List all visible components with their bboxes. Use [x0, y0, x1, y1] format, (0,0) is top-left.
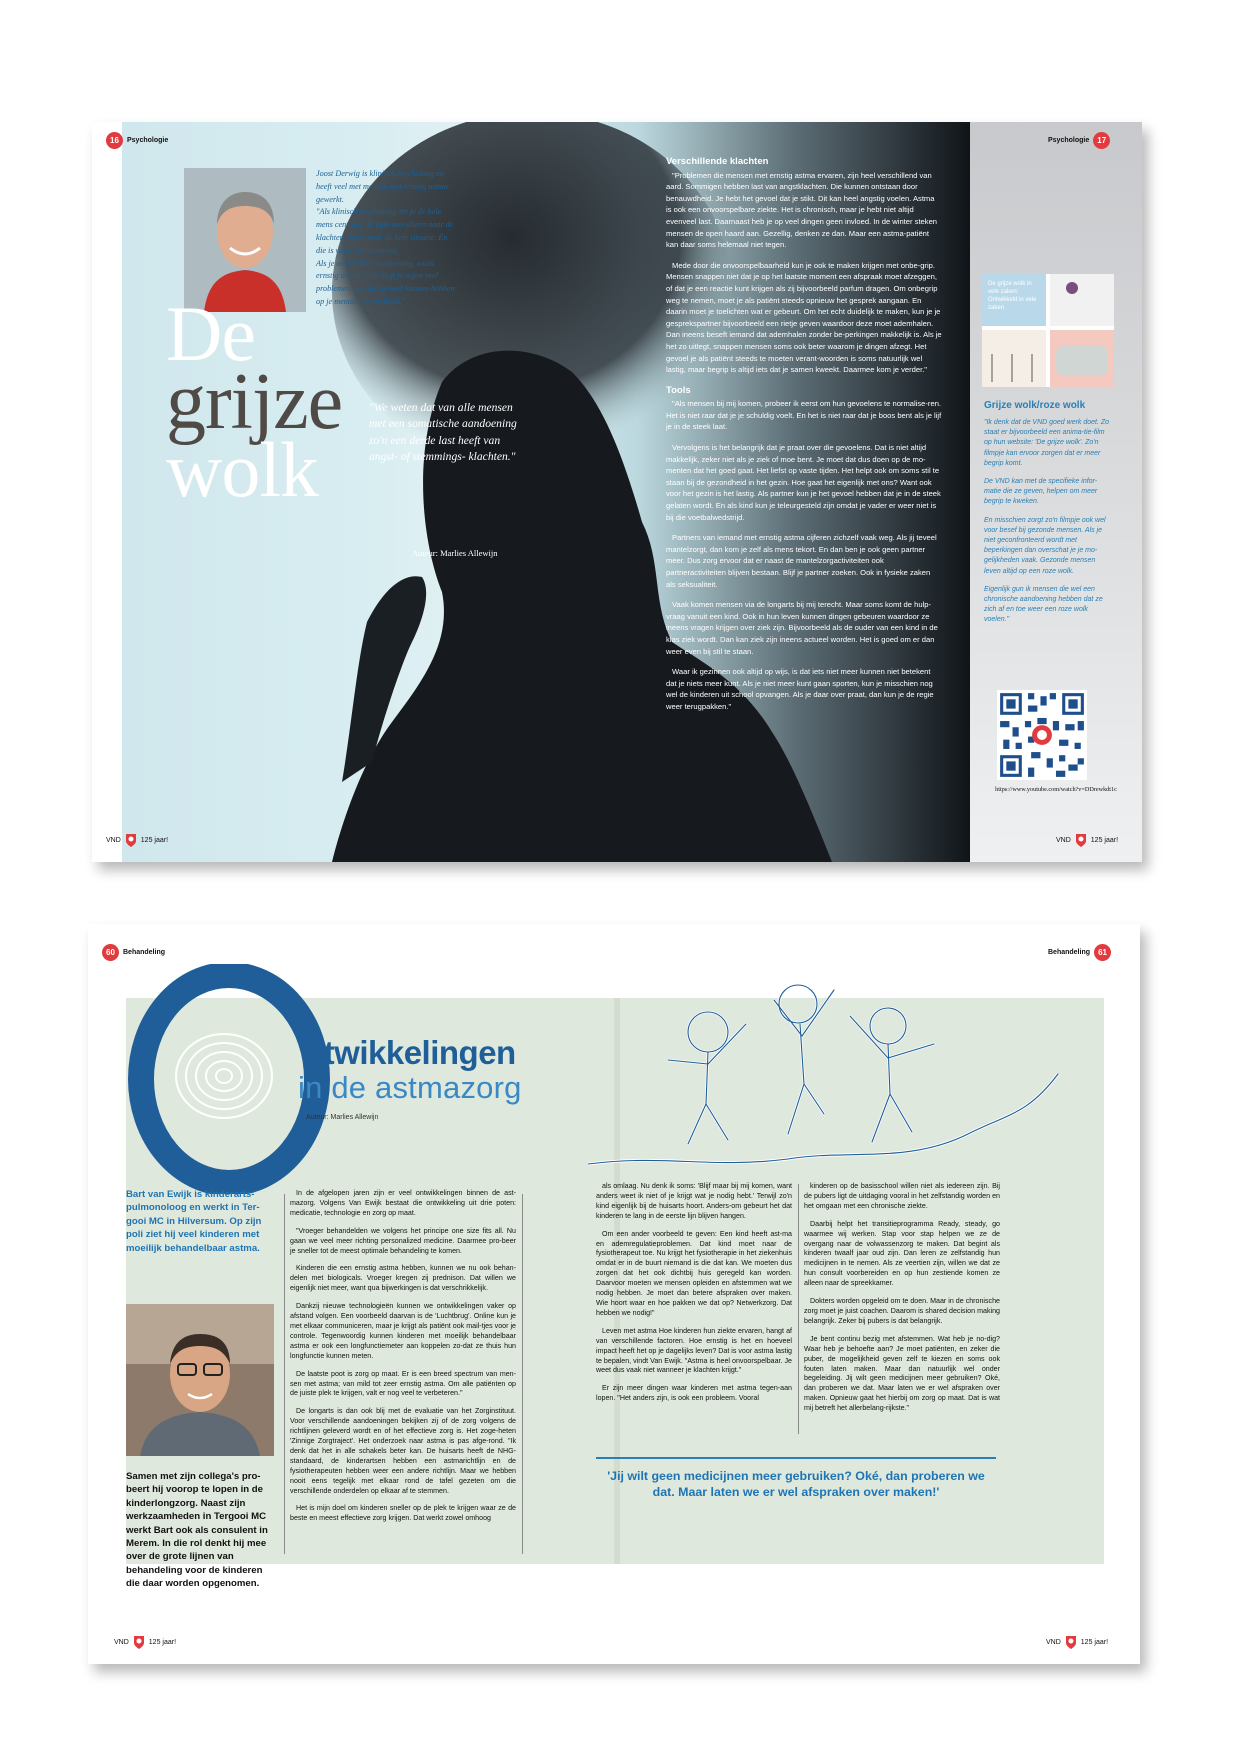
author-credit: Auteur: Marlies Allewijn [412, 548, 498, 558]
crest-icon [124, 832, 138, 848]
illustration-caption: De grijze wolk in vele zaken: Ontwikkeld in vele zaken [988, 281, 1037, 311]
bio-text: Samen met zijn collega's pro-beert hij voorop te lopen in de kinderlongzorg. Naast zijn werkzaamheden in Tergooi MC werkt Bart ook als consulent in Merem. In die rol denkt hij mee over de grote lijnen van behandeling voor de kinderen die daar worden opgenomen. [126, 1471, 268, 1590]
crest-icon [1074, 832, 1088, 848]
page-number-left: 60 Behandeling [102, 944, 165, 961]
spread-behandeling [88, 924, 1140, 1664]
section-label: Psychologie [1048, 137, 1090, 144]
footer-logo-right: VND 125 jaar! [1056, 832, 1118, 848]
pull-quote: 'Jij wilt geen medicijnen meer gebruiken? Oké, dan proberen we dat. Maar laten we er wel afspraken over maken!' [607, 1469, 985, 1499]
column-divider [798, 1184, 799, 1434]
page-number-right: Psychologie 17 [1048, 132, 1110, 149]
page-title: De grijze wolk [166, 290, 343, 513]
column-divider [522, 1194, 523, 1554]
article-column-3: kinderen op de basisschool willen niet als iedereen zijn. Bij de pubers ligt de uitdaging vooral in het zelfstandig worden en het omgaan met een chronische ziekte. Daarbij helpt het transitieprogramma Ready, steady, go waarmee wij werken. Stap voor stap helpen we ze de overgang naar de volwassenzorg te maken. Dat begint als kinderen twaalf jaar oud zijn. Dan leren ze zelfstandig hun medicijnen in te nemen. Als ze veertien zijn, willen we dat ze hun consult voorbereiden en op hun zestiende komen ze alleen naar de spreekkamer. Dokters worden opgeleid om te doen. Maar in de chronische zorg moet je juist coachen. Daarom is shared decision making belangrijk. Zeker bij pubers is dat belangrijk. Je bent continu bezig met afstemmen. Wat heb je no-dig? Waar heb je behoefte aan? Je moet patiënten, en zeker die puber, de mogelijkheid geven zelf te kiezen en soms ook fouten laten maken. Maar dan natuurlijk wel onder begeleiding. Jij wilt geen medicijnen meer gebruiken? Oké, dan proberen we dat. Maar laten we er wel afspraken over maken. Opnieuw gaat het hierbij om zorg op maat. Dat is wat mij betreft het allerbelang-rijkste." [804, 1182, 1000, 1413]
page-subtitle: in de astmazorg [298, 1070, 522, 1105]
page-number-right: Behandeling 61 [1048, 944, 1111, 961]
author-credit: Auteur: Marlies Allewijn [306, 1114, 379, 1121]
video-link[interactable]: https://www.youtube.com/watch?v=DDrewkdt1c [995, 786, 1117, 793]
section-heading: Verschillende klachten [666, 156, 769, 167]
section-label: Behandeling [1048, 949, 1091, 956]
section-heading: Tools [666, 384, 691, 396]
crest-icon [1064, 1634, 1078, 1650]
footer-logo-left: VND 125 jaar! [114, 1634, 176, 1650]
sidebar-heading: Grijze wolk/roze wolk [984, 400, 1086, 411]
qr-code-icon[interactable] [997, 690, 1087, 780]
footer-logo-left: VND 125 jaar! [106, 832, 168, 848]
animation-still [982, 274, 1114, 387]
article-column: Verschillende klachten "Problemen die mensen met ernstig astma ervaren, zijn heel verschillend van aard. Sommigen hebben last van angstklachten. Die kunnen ontstaan door benauwdheid. Je hebt het gevoel dat je stikt. Dit kan heel angstig voelen. Astma is ook een onvoorspelbare ziekte. Het is chronisch, maar je hebt niet altijd evenveel last. Daarnaast heb je op veel dingen geen invloed. In de winter steken mensen de open haard aan. Gezellig, denken ze dan. Maar een astma-patiënt kan daar soms helemaal niet tegen. Mede door die onvoorspelbaarheid kun je ook te maken krijgen met onbe-grip. Mensen snappen niet dat je op het laatste moment een afspraak moet afzeggen, of dat je een reactie kunt krijgen als zij bijvoorbeeld parfum dragen. Om onbegrip weg te nemen, moet je als patiënt steeds opnieuw het gesprek aangaan. En daarin moet je toelichten wat er gebeurt. Om het echt duidelijk te maken, kun je je gesprekspartner bijvoorbeeld een rietje geven waardoor deze moet ademhalen. Dan ineens beseft iemand dat ademhalen zonder be-perkingen makkelijk is. Als je het zo uitlegt, snappen mensen soms ook beter waarom je dingen afzegt. Het gevoel je als patiënt steeds te moeten verant-woorden is soms natuurlijk wel lastig, maar begrip is altijd iets dat je samen kweekt. Daarmee kom je verder." Tools "Als mensen bij mij komen, probeer ik eerst om hun gevoelens te normalise-ren. Het is niet raar dat je je schuldig voelt. En het is niet raar dat je boos bent als je lijf je in de steek laat. Vervolgens is het belangrijk dat je praat over die gevoelens. Dat is niet altijd makkelijk, zeker niet als je ziek of moe bent. Je moet dat dus doen op de mo-menten dat het goed gaat. Het liefst op vaste tijden. Het helpt ook om soms stil te staan bij de gezondheid in het gezin. Hoe gaat het eigenlijk met ons? Want ook voor het gezin is het lastig. Als partner kun je het gevoel hebben dat je in de steek gelaten wordt. En als kind kun je teleurgesteld zijn omdat je vader er weer niet is bij die voetbalwedstrijd. Partners van iemand met ernstig astma cijferen zichzelf vaak weg. Als jij teveel mantelzorgt, dan kom je zelf als mens tekort. En dan ben je ook geen partner meer. Dus zorg ervoor dat er naast de mantelzorgactiviteiten ook partneractiviteiten blijven bestaan. Blijf je partner zoeken. Ook in fysieke zaken als seksualiteit. Vaak komen mensen via de longarts bij mij terecht. Maar soms komt de hulp-vraag vanuit een kind. Ook in hun leven kunnen dingen gebeuren waardoor ze ineens vragen krijgen over ziek zijn. Bijvoorbeeld als de ouder van een kind in de klas ziek wordt. Dan kan ziek zijn ineens actueel worden. Het is goed om er dan weer even bij stil te staan. Waar ik gezinnen ook altijd op wijs, is dat iets niet meer kunnen niet betekent dat je niets meer kunt. Als je niet meer kunt gaan sporten, kun je misschien nog wel de kinderen uit school opvangen. Als je daar over praat, dan kun je de regie weer terugpakken." [666, 156, 942, 711]
bio-intro: Bart van Ewijk is kinderarts-pulmonoloog en werkt in Ter-gooi MC in Hilversum. Op zijn poli ziet hij veel kinderen met moeilijk behandelbaar astma. [126, 1189, 262, 1254]
column-divider [284, 1194, 285, 1554]
pull-quote: "We weten dat van alle mensen met een somatische aandoening zo'n een derde last heeft van angst- of stemmings- klachten." [369, 401, 517, 464]
section-label: Psychologie [127, 137, 169, 144]
children-line-drawing [588, 964, 1068, 1204]
page-title: ntwikkelingen [304, 1034, 516, 1071]
page-number-left: 16 Psychologie [106, 132, 168, 149]
sidebar-text: "Ik denk dat de VND goed werk doet. Zo staat er bijvoorbeeld een anima-tie-film op hun website: 'De grijze wolk'. Zo'n filmpje kan ervoor zorgen dat er meer begrip komt. De VND kan met de specifieke infor-matie die ze geven, helpen om meer begrip te kweken. En misschien zorgt zo'n filmpje ook wel voor besef bij gezonde mensen. Als je niet geconfronteerd wordt met beperkingen dan overschat je je mo-gelijkheden vaak. Gezonde mensen leven altijd op een roze wolk. Eigenlijk gun ik mensen die wel een chronische aandoening hebben dat ze zich af en toe weer een roze wolk voelen." [984, 419, 1110, 624]
intro-text: Joost Derwig is klinisch psycholoog en heeft veel met mensen met ernstig astma gewerkt. "Als klinisch psycholoog zet je de hele mens centraal. Je kijkt niet alleen naar de klachten, maar naar de hele situatie. En die is vaak heel complex. Als je een fysieke aandoening, zoals ernstig astma, hebt loop je tegen veel problemen aan die invloed kunnen hebben op je mentale gezondheid." [316, 169, 455, 306]
footer-logo-right: VND 125 jaar! [1046, 1634, 1108, 1650]
quote-rule [596, 1457, 996, 1459]
spread-psychologie [92, 122, 1142, 862]
article-column-1: In de afgelopen jaren zijn er veel ontwikkelingen binnen de ast-mazorg. Volgens Van Ewijk bestaat die ontwikkeling uit drie poten: medicatie, technologie en zorg op maat. "Vroeger behandelden we volgens het principe one size fits all. Nu gaan we veel meer richting personalized medicine. Daarmee pro-beer je sneller tot de meest optimale behandeling te komen. Kinderen die een ernstig astma hebben, kunnen we nu ook behan-delen met biologicals. Vroeger kregen zij prednison. Dat willen we eigenlijk niet meer, want qua bijwerkingen is dat verschrikkelijk. Dankzij nieuwe technologieën kunnen we ontwikkelingen vaker op afstand volgen. Een voorbeeld daarvan is de 'Luchtbrug'. Online kun je met elkaar communiceren, maar je krijgt als patiënt ook mail-tjes voor je controle. Tegenwoordig kunnen kinderen met moeilijk behandelbaar astma er ook een longfunctiemeter aan koppelen zo-dat ze thuis hun longfunctie kunnen meten. De laatste poot is zorg op maat. Er is een breed spectrum van men-sen met astma; van mild tot zeer ernstig astma. Om alle patiënten op de juiste plek te krijgen, valt er nog veel te verbeteren." De longarts is dan ook blij met de evaluatie van het Zorginstituut. Voor verschillende aandoeningen bekijken zij of de zorg volgens de richtlijnen geleverd wordt en of het effectieve zorg is. Het zoge-heten 'Zinnige Zorgtraject'. Het onderzoek naar astma is pas afge-rond. "Ik denk dat het in alle schakels beter kan. De huisarts heeft de NHG-standaard, de kinderartsen hebben een astmarichtlijn en de fysiotherapeuten hebben weer een andere richtlijn. Maar we hebben nooit eens tegelijk met elkaar rond de tafel gezeten om die verschillende onderdelen op elkaar af te stemmen. Het is mijn doel om kinderen sneller op de plek te krijgen waar ze de beste en meest effectieve zorg krijgen. Dat werkt zowel omhoog [290, 1189, 516, 1523]
page-margin [92, 122, 122, 862]
section-label: Behandeling [123, 949, 166, 956]
article-column-2: als omlaag. Nu denk ik soms: 'Blijf maar bij mij komen, want anders weet ik niet of je krijgt wat je nodig hebt.' Terwijl zo'n kind eigenlijk bij de huisarts hoort. Anders-om gebeurt het dat kinderen te lang in de eerste lijn blijven hangen. Om een ander voorbeeld te geven: Een kind heeft ast-ma en ademregulatieproblemen. Dat kind moet naar de fysiotherapeut toe. Nu krijgt het fysiotherapie in het ziekenhuis omdat er in de buurt niemand is die dat kan. We moeten dus zorgen dat het ook dichtbij huis geregeld kan worden. Daarvoor moeten we mensen opleiden en afstemmen wat we nodig hebben. Je moet dan betere afspraken over maken. Wie hoort waar en hoe pakken we dat op? Netwerkzorg. Dat hebben we nodig!" Leven met astma Hoe kinderen hun ziekte ervaren, hangt af van verschillende factoren. Hoe ernstig is het en hoeveel impact heeft het op je dagelijks leven? Dat is voor astma lastig te bepalen, vindt Van Ewijk. "Astma is heel onvoorspelbaar. Je weet dus vaak niet wanneer je klachten krijgt." Er zijn meer dingen waar kinderen met astma tegen-aan lopen. "Het anders zijn, is ook een probleem. Vooral [596, 1182, 792, 1403]
doctor-photo [126, 1304, 274, 1456]
crest-icon [132, 1634, 146, 1650]
